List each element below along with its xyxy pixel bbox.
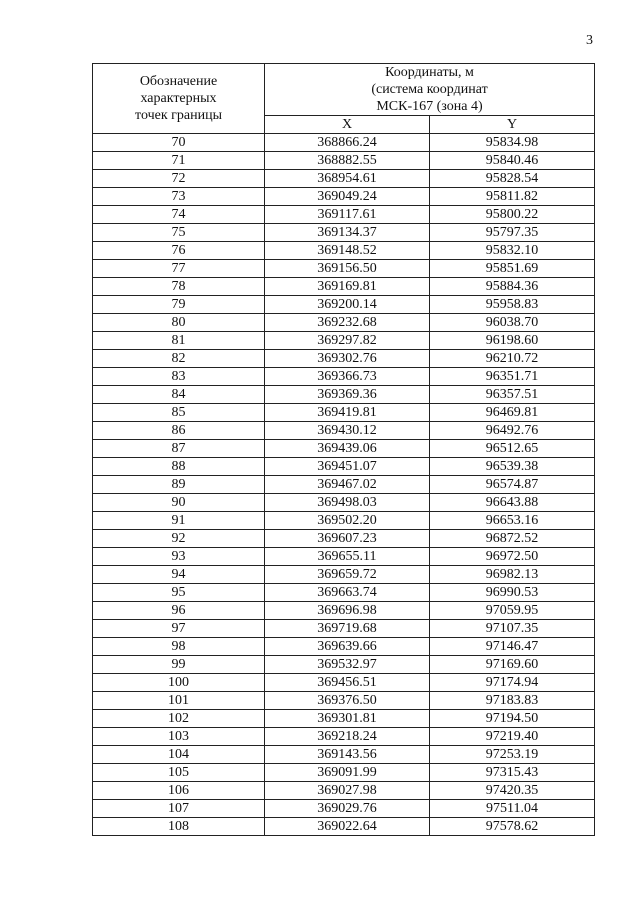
x-cell: 369719.68 bbox=[265, 620, 430, 638]
x-cell: 369467.02 bbox=[265, 476, 430, 494]
x-cell: 369200.14 bbox=[265, 296, 430, 314]
table-row bbox=[93, 206, 595, 224]
point-cell: 90 bbox=[93, 494, 265, 512]
point-cell: 86 bbox=[93, 422, 265, 440]
point-cell: 78 bbox=[93, 278, 265, 296]
point-cell: 81 bbox=[93, 332, 265, 350]
y-cell: 97194.50 bbox=[430, 710, 595, 728]
point-cell: 91 bbox=[93, 512, 265, 530]
x-cell: 369134.37 bbox=[265, 224, 430, 242]
x-cell: 369156.50 bbox=[265, 260, 430, 278]
x-cell: 368866.24 bbox=[265, 134, 430, 152]
point-cell: 108 bbox=[93, 818, 265, 836]
table-row bbox=[93, 602, 595, 620]
y-cell: 96198.60 bbox=[430, 332, 595, 350]
table-row bbox=[93, 404, 595, 422]
table-row bbox=[93, 746, 595, 764]
y-cell: 96512.65 bbox=[430, 440, 595, 458]
point-cell: 96 bbox=[93, 602, 265, 620]
y-cell: 97420.35 bbox=[430, 782, 595, 800]
x-cell: 369117.61 bbox=[265, 206, 430, 224]
y-cell: 97183.83 bbox=[430, 692, 595, 710]
table-row bbox=[93, 368, 595, 386]
x-cell: 369027.98 bbox=[265, 782, 430, 800]
table-row bbox=[93, 782, 595, 800]
table-row bbox=[93, 422, 595, 440]
x-cell: 369663.74 bbox=[265, 584, 430, 602]
point-cell: 105 bbox=[93, 764, 265, 782]
y-cell: 95851.69 bbox=[430, 260, 595, 278]
table-row bbox=[93, 152, 595, 170]
point-cell: 107 bbox=[93, 800, 265, 818]
x-cell: 369232.68 bbox=[265, 314, 430, 332]
y-cell: 97511.04 bbox=[430, 800, 595, 818]
y-cell: 96653.16 bbox=[430, 512, 595, 530]
x-cell: 368882.55 bbox=[265, 152, 430, 170]
header-point-line: характерных bbox=[140, 91, 217, 106]
table-row bbox=[93, 440, 595, 458]
point-cell: 83 bbox=[93, 368, 265, 386]
y-cell: 96469.81 bbox=[430, 404, 595, 422]
table-row bbox=[93, 638, 595, 656]
table-row bbox=[93, 458, 595, 476]
y-cell: 97169.60 bbox=[430, 656, 595, 674]
header-y: Y bbox=[430, 116, 595, 134]
point-cell: 72 bbox=[93, 170, 265, 188]
x-cell: 369301.81 bbox=[265, 710, 430, 728]
x-cell: 369218.24 bbox=[265, 728, 430, 746]
point-cell: 88 bbox=[93, 458, 265, 476]
point-cell: 84 bbox=[93, 386, 265, 404]
table-row bbox=[93, 620, 595, 638]
x-cell: 369376.50 bbox=[265, 692, 430, 710]
x-cell: 369366.73 bbox=[265, 368, 430, 386]
x-cell: 369369.36 bbox=[265, 386, 430, 404]
y-cell: 97146.47 bbox=[430, 638, 595, 656]
table-row bbox=[93, 674, 595, 692]
x-cell: 369297.82 bbox=[265, 332, 430, 350]
table-row bbox=[93, 584, 595, 602]
y-cell: 96643.88 bbox=[430, 494, 595, 512]
y-cell: 95834.98 bbox=[430, 134, 595, 152]
point-cell: 100 bbox=[93, 674, 265, 692]
point-cell: 85 bbox=[93, 404, 265, 422]
table-row bbox=[93, 332, 595, 350]
table-row bbox=[93, 692, 595, 710]
table-row bbox=[93, 278, 595, 296]
table-row bbox=[93, 260, 595, 278]
point-cell: 93 bbox=[93, 548, 265, 566]
y-cell: 95811.82 bbox=[430, 188, 595, 206]
y-cell: 96539.38 bbox=[430, 458, 595, 476]
table-row bbox=[93, 188, 595, 206]
table-row bbox=[93, 296, 595, 314]
coordinates-table bbox=[92, 63, 595, 836]
y-cell: 95828.54 bbox=[430, 170, 595, 188]
point-cell: 77 bbox=[93, 260, 265, 278]
y-cell: 95840.46 bbox=[430, 152, 595, 170]
table-row bbox=[93, 494, 595, 512]
x-cell: 369148.52 bbox=[265, 242, 430, 260]
y-cell: 97059.95 bbox=[430, 602, 595, 620]
table-row bbox=[93, 656, 595, 674]
point-cell: 92 bbox=[93, 530, 265, 548]
y-cell: 97107.35 bbox=[430, 620, 595, 638]
table-row bbox=[93, 224, 595, 242]
table-row bbox=[93, 530, 595, 548]
y-cell: 96990.53 bbox=[430, 584, 595, 602]
x-cell: 369451.07 bbox=[265, 458, 430, 476]
y-cell: 96351.71 bbox=[430, 368, 595, 386]
header-point-designation bbox=[93, 64, 265, 134]
table-row bbox=[93, 386, 595, 404]
header-coords-line: Координаты, м bbox=[385, 65, 474, 80]
point-cell: 97 bbox=[93, 620, 265, 638]
y-cell: 96972.50 bbox=[430, 548, 595, 566]
y-cell: 96210.72 bbox=[430, 350, 595, 368]
table-row bbox=[93, 800, 595, 818]
y-cell: 95800.22 bbox=[430, 206, 595, 224]
point-cell: 75 bbox=[93, 224, 265, 242]
point-cell: 70 bbox=[93, 134, 265, 152]
table-row bbox=[93, 764, 595, 782]
point-cell: 99 bbox=[93, 656, 265, 674]
table-row bbox=[93, 476, 595, 494]
point-cell: 101 bbox=[93, 692, 265, 710]
x-cell: 369696.98 bbox=[265, 602, 430, 620]
x-cell: 369169.81 bbox=[265, 278, 430, 296]
header-x: X bbox=[265, 116, 430, 134]
point-cell: 87 bbox=[93, 440, 265, 458]
table-row bbox=[93, 728, 595, 746]
x-cell: 369091.99 bbox=[265, 764, 430, 782]
point-cell: 95 bbox=[93, 584, 265, 602]
y-cell: 96574.87 bbox=[430, 476, 595, 494]
point-cell: 98 bbox=[93, 638, 265, 656]
point-cell: 80 bbox=[93, 314, 265, 332]
header-point-line: Обозначение bbox=[139, 74, 218, 89]
x-cell: 369498.03 bbox=[265, 494, 430, 512]
x-cell: 368954.61 bbox=[265, 170, 430, 188]
x-cell: 369532.97 bbox=[265, 656, 430, 674]
header-point-line: точек границы bbox=[135, 108, 222, 123]
table-row bbox=[93, 512, 595, 530]
x-cell: 369439.06 bbox=[265, 440, 430, 458]
table-row bbox=[93, 314, 595, 332]
y-cell: 96982.13 bbox=[430, 566, 595, 584]
x-cell: 369049.24 bbox=[265, 188, 430, 206]
x-cell: 369502.20 bbox=[265, 512, 430, 530]
table-body bbox=[93, 134, 595, 836]
x-cell: 369302.76 bbox=[265, 350, 430, 368]
table-row bbox=[93, 818, 595, 836]
table-row bbox=[93, 134, 595, 152]
header-coordinates bbox=[265, 64, 595, 116]
point-cell: 106 bbox=[93, 782, 265, 800]
x-cell: 369430.12 bbox=[265, 422, 430, 440]
x-cell: 369655.11 bbox=[265, 548, 430, 566]
header-coords-line: МСК-167 (зона 4) bbox=[376, 99, 483, 114]
point-cell: 76 bbox=[93, 242, 265, 260]
table-row bbox=[93, 566, 595, 584]
x-cell: 369419.81 bbox=[265, 404, 430, 422]
point-cell: 74 bbox=[93, 206, 265, 224]
x-cell: 369639.66 bbox=[265, 638, 430, 656]
point-cell: 103 bbox=[93, 728, 265, 746]
page-number: 3 bbox=[586, 33, 593, 48]
table-row bbox=[93, 242, 595, 260]
point-cell: 94 bbox=[93, 566, 265, 584]
y-cell: 97578.62 bbox=[430, 818, 595, 836]
point-cell: 104 bbox=[93, 746, 265, 764]
table-row bbox=[93, 710, 595, 728]
table-header bbox=[93, 64, 595, 134]
x-cell: 369456.51 bbox=[265, 674, 430, 692]
table-row bbox=[93, 170, 595, 188]
y-cell: 96492.76 bbox=[430, 422, 595, 440]
x-cell: 369029.76 bbox=[265, 800, 430, 818]
x-cell: 369022.64 bbox=[265, 818, 430, 836]
y-cell: 95797.35 bbox=[430, 224, 595, 242]
point-cell: 71 bbox=[93, 152, 265, 170]
point-cell: 73 bbox=[93, 188, 265, 206]
y-cell: 95884.36 bbox=[430, 278, 595, 296]
header-coords-line: (система координат bbox=[371, 82, 488, 97]
point-cell: 82 bbox=[93, 350, 265, 368]
table-row bbox=[93, 548, 595, 566]
y-cell: 97219.40 bbox=[430, 728, 595, 746]
point-cell: 102 bbox=[93, 710, 265, 728]
x-cell: 369607.23 bbox=[265, 530, 430, 548]
y-cell: 96357.51 bbox=[430, 386, 595, 404]
point-cell: 79 bbox=[93, 296, 265, 314]
x-cell: 369659.72 bbox=[265, 566, 430, 584]
y-cell: 95832.10 bbox=[430, 242, 595, 260]
y-cell: 97315.43 bbox=[430, 764, 595, 782]
y-cell: 96038.70 bbox=[430, 314, 595, 332]
y-cell: 96872.52 bbox=[430, 530, 595, 548]
x-cell: 369143.56 bbox=[265, 746, 430, 764]
table-row bbox=[93, 350, 595, 368]
y-cell: 97253.19 bbox=[430, 746, 595, 764]
y-cell: 95958.83 bbox=[430, 296, 595, 314]
point-cell: 89 bbox=[93, 476, 265, 494]
y-cell: 97174.94 bbox=[430, 674, 595, 692]
